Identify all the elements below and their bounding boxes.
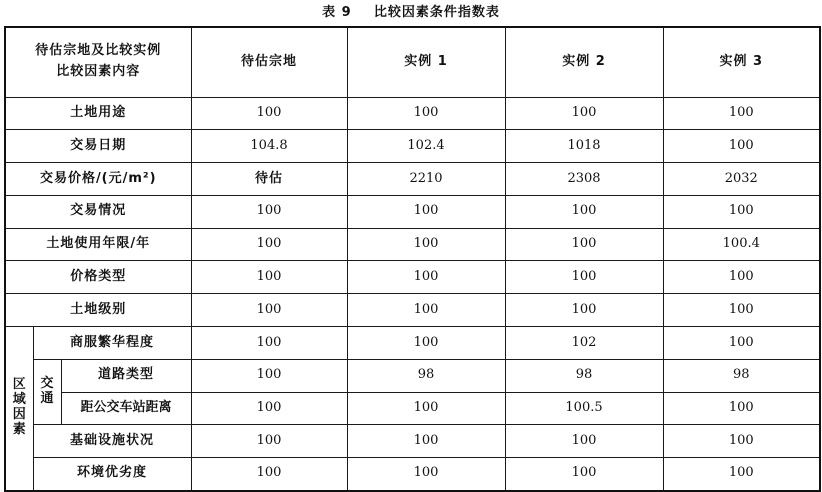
- table-title: 比较因素条件指数表: [373, 5, 500, 20]
- region-factor-group-label: 区 域 因 素: [5, 327, 33, 491]
- row-label: 土地用途: [5, 97, 191, 130]
- row-label: 土地使用年限/年: [5, 228, 191, 261]
- table-cell: 2210: [347, 163, 505, 196]
- header-corner-cell: [5, 27, 191, 97]
- table-cell: 98: [505, 359, 663, 392]
- table-cell: 100: [505, 195, 663, 228]
- table-cell: 100.5: [505, 392, 663, 425]
- table-cell: 102: [505, 327, 663, 360]
- table-cell: 100: [505, 458, 663, 491]
- table-cell: 100: [191, 392, 347, 425]
- table-cell: 100: [663, 130, 820, 163]
- table-cell: 98: [347, 359, 505, 392]
- table-cell: 100: [191, 195, 347, 228]
- table-row: [5, 97, 820, 130]
- table-row: [5, 327, 820, 360]
- row-label: 交易情况: [5, 195, 191, 228]
- table-cell: 100: [663, 261, 820, 294]
- table-cell: 100: [663, 195, 820, 228]
- table-row: [5, 228, 820, 261]
- row-label: 基础设施状况: [33, 425, 191, 458]
- table-row: [5, 163, 820, 196]
- table-cell: 100: [663, 458, 820, 491]
- header-col-case-2: 实例 2: [505, 27, 663, 97]
- table-cell: 100.4: [663, 228, 820, 261]
- table-cell: 100: [347, 327, 505, 360]
- row-label: 交易日期: [5, 130, 191, 163]
- header-col-subject: 待估宗地: [191, 27, 347, 97]
- row-label: 价格类型: [5, 261, 191, 294]
- row-label: 交易价格/(元/m²): [5, 163, 191, 196]
- table-cell: 待估: [191, 163, 347, 196]
- table-cell: 100: [347, 195, 505, 228]
- row-label: 道路类型: [61, 359, 191, 392]
- table-cell: 98: [663, 359, 820, 392]
- table-cell: 100: [347, 425, 505, 458]
- table-cell: 2308: [505, 163, 663, 196]
- table-cell: 100: [191, 359, 347, 392]
- table-cell: 100: [191, 228, 347, 261]
- table-cell: 100: [663, 327, 820, 360]
- table-row: [5, 392, 820, 425]
- table-cell: 100: [505, 228, 663, 261]
- comparison-factor-table: [4, 26, 821, 492]
- table-cell: 100: [191, 261, 347, 294]
- header-col-case-3: 实例 3: [663, 27, 820, 97]
- table-cell: 100: [505, 425, 663, 458]
- table-cell: 2032: [663, 163, 820, 196]
- table-row: [5, 294, 820, 327]
- table-cell: 100: [347, 261, 505, 294]
- table-cell: 100: [505, 294, 663, 327]
- header-corner-line1: 待估宗地及比较实例: [35, 43, 162, 59]
- table-cell: 100: [505, 261, 663, 294]
- table-cell: 100: [191, 425, 347, 458]
- table-row: [5, 130, 820, 163]
- table-cell: 100: [347, 392, 505, 425]
- table-cell: 100: [663, 294, 820, 327]
- row-label: 土地级别: [5, 294, 191, 327]
- table-cell: 100: [347, 294, 505, 327]
- table-cell: 100: [191, 327, 347, 360]
- table-cell: 100: [663, 97, 820, 130]
- header-col-case-1: 实例 1: [347, 27, 505, 97]
- table-cell: 100: [505, 97, 663, 130]
- table-number: 表 9: [322, 5, 352, 20]
- table-row: [5, 359, 820, 392]
- table-row: [5, 425, 820, 458]
- table-row: [5, 458, 820, 491]
- table-cell: 100: [663, 392, 820, 425]
- table-cell: 100: [347, 458, 505, 491]
- header-row: [5, 27, 820, 97]
- row-label: 环境优劣度: [33, 458, 191, 491]
- table-cell: 1018: [505, 130, 663, 163]
- header-corner-line2: 比较因素内容: [56, 64, 141, 80]
- table-cell: 100: [347, 228, 505, 261]
- table-cell: 104.8: [191, 130, 347, 163]
- table-cell: 102.4: [347, 130, 505, 163]
- traffic-group-label: 交 通: [33, 359, 61, 425]
- table-cell: 100: [663, 425, 820, 458]
- row-label: 距公交车站距离: [61, 392, 191, 425]
- table-cell: 100: [347, 97, 505, 130]
- table-caption: [0, 3, 822, 23]
- table-cell: 100: [191, 294, 347, 327]
- row-label: 商服繁华程度: [33, 327, 191, 360]
- table-cell: 100: [191, 97, 347, 130]
- table-row: [5, 195, 820, 228]
- table-cell: 100: [191, 458, 347, 491]
- table-row: [5, 261, 820, 294]
